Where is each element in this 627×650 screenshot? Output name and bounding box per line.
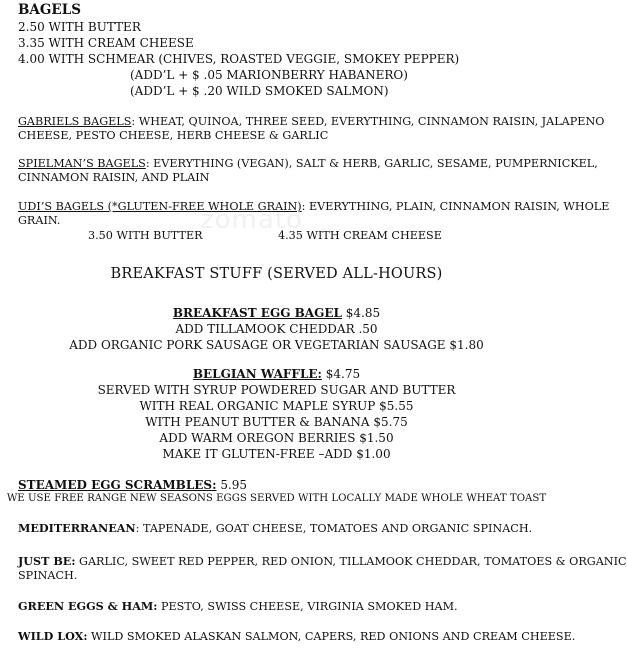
waffle-line-berries: ADD WARM OREGON BERRIES $1.50 <box>159 431 394 445</box>
scrambles-heading <box>18 478 247 492</box>
item-just-be <box>18 555 627 568</box>
item-mediterranean-name: MEDITERRANEAN <box>18 521 136 535</box>
bagel-price-schmear: 4.00 WITH SCHMEAR (CHIVES, ROASTED VEGGIE, SMOKEY PEPPER) <box>18 52 460 66</box>
bagel-price-cream-cheese: 3.35 WITH CREAM CHEESE <box>18 36 194 50</box>
udis-bagels-line2: GRAIN. <box>18 214 61 227</box>
bagel-addon-salmon: (ADD’L + $ .20 WILD SMOKED SALMON) <box>130 84 389 98</box>
item-just-be-name: JUST BE: <box>18 554 76 568</box>
gabriels-bagels-line2: CHEESE, PESTO CHEESE, HERB CHEESE & GARLIC <box>18 129 329 142</box>
bagels-title: BAGELS <box>18 2 81 18</box>
item-just-be-desc: GARLIC, SWEET RED PEPPER, RED ONION, TILLAMOOK CHEDDAR, TOMATOES & ORGANIC <box>75 555 627 568</box>
egg-bagel-heading <box>0 306 553 320</box>
watermark: zomato <box>200 205 303 235</box>
gabriels-bagels-list: : WHEAT, QUINOA, THREE SEED, EVERYTHING, CINNAMON RAISIN, JALAPENO <box>131 115 605 128</box>
waffle-line-syrup: SERVED WITH SYRUP POWDERED SUGAR AND BUTTER <box>97 383 456 397</box>
item-green-eggs-ham-desc: PESTO, SWISS CHEESE, VIRGINIA SMOKED HAM. <box>157 600 458 613</box>
spielmans-bagels-line1 <box>18 157 598 170</box>
waffle-price: $4.75 <box>321 367 361 381</box>
item-mediterranean-desc: : TAPENADE, GOAT CHEESE, TOMATOES AND ORGANIC SPINACH. <box>135 522 533 535</box>
egg-bagel-addon-cheddar: ADD TILLAMOOK CHEDDAR .50 <box>175 322 378 336</box>
waffle-line-peanut: WITH PEANUT BUTTER & BANANA $5.75 <box>145 415 408 429</box>
egg-bagel-addon-sausage: ADD ORGANIC PORK SAUSAGE OR VEGETARIAN SAUSAGE $1.80 <box>69 338 484 352</box>
item-wild-lox <box>18 630 575 643</box>
udis-bagels-list: : EVERYTHING, PLAIN, CINNAMON RAISIN, WHOLE <box>301 200 610 213</box>
scrambles-name: STEAMED EGG SCRAMBLES: <box>18 478 217 492</box>
egg-bagel-price: $4.85 <box>341 306 381 320</box>
item-wild-lox-name: WILD LOX: <box>18 629 88 643</box>
gabriels-bagels-line1 <box>18 115 604 128</box>
spielmans-bagels-line2: CINNAMON RAISIN, AND PLAIN <box>18 171 210 184</box>
spielmans-bagels-label: SPIELMAN’S BAGELS <box>18 157 146 170</box>
item-wild-lox-desc: WILD SMOKED ALASKAN SALMON, CAPERS, RED ONIONS AND CREAM CHEESE. <box>87 630 576 643</box>
scrambles-note: WE USE FREE RANGE NEW SEASONS EGGS SERVED WITH LOCALLY MADE WHOLE WHEAT TOAST <box>6 493 547 504</box>
udis-price-butter: 3.50 WITH BUTTER <box>88 229 203 242</box>
udis-price-cream-cheese: 4.35 WITH CREAM CHEESE <box>278 229 442 242</box>
egg-bagel-name: BREAKFAST EGG BAGEL <box>172 306 342 320</box>
item-just-be-line2: SPINACH. <box>18 569 78 582</box>
bagel-addon-habanero: (ADD’L + $ .05 MARIONBERRY HABANERO) <box>130 68 408 82</box>
spielmans-bagels-list: : EVERYTHING (VEGAN), SALT & HERB, GARLIC, SESAME, PUMPERNICKEL, <box>145 157 598 170</box>
scrambles-price: 5.95 <box>216 478 248 492</box>
gabriels-bagels-label: GABRIELS BAGELS <box>18 115 132 128</box>
waffle-heading <box>0 367 553 381</box>
item-green-eggs-ham-name: GREEN EGGS & HAM: <box>18 599 158 613</box>
breakfast-section-title: BREAKFAST STUFF (SERVED ALL-HOURS) <box>110 266 443 282</box>
waffle-line-gluten-free: MAKE IT GLUTEN-FREE –ADD $1.00 <box>162 447 391 461</box>
bagel-price-butter: 2.50 WITH BUTTER <box>18 20 141 34</box>
udis-bagels-line1 <box>18 200 609 213</box>
waffle-name: BELGIAN WAFFLE: <box>192 367 322 381</box>
item-mediterranean <box>18 522 532 535</box>
udis-bagels-label: UDI’S BAGELS (*GLUTEN-FREE WHOLE GRAIN) <box>18 200 302 213</box>
item-green-eggs-ham <box>18 600 458 613</box>
waffle-line-maple: WITH REAL ORGANIC MAPLE SYRUP $5.55 <box>139 399 414 413</box>
